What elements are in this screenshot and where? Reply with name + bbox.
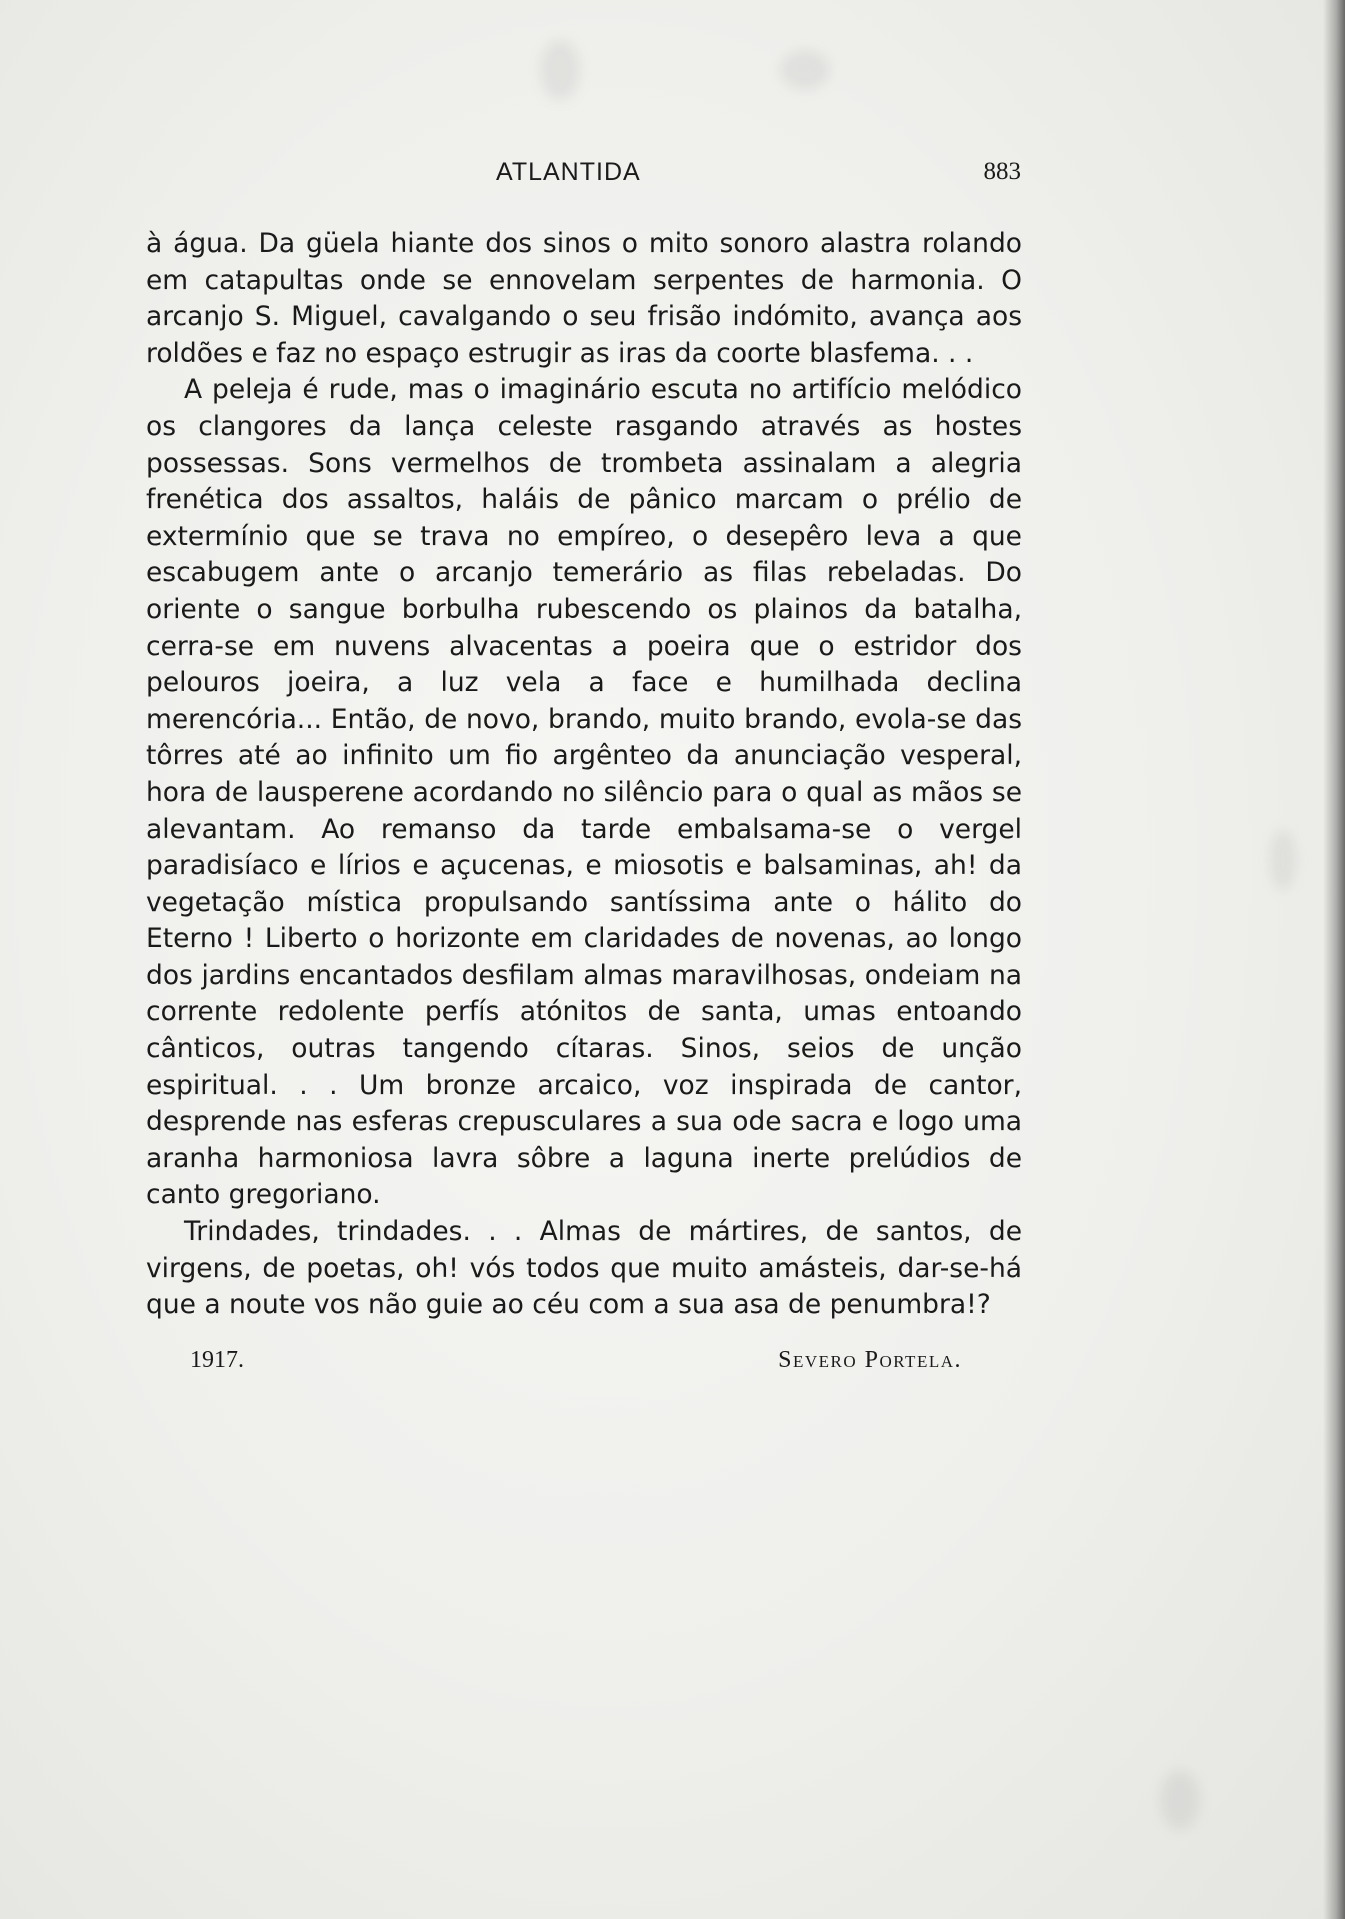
- page-smudge: [780, 50, 830, 90]
- signature-date: 1917.: [190, 1347, 244, 1373]
- signature-line: [190, 1347, 962, 1381]
- body-text: [146, 226, 1022, 1324]
- page-number: 883: [983, 158, 1021, 185]
- running-title: ATLANTIDA: [496, 158, 641, 186]
- page-smudge: [540, 40, 580, 100]
- paragraph: à água. Da güela hiante dos sinos o mito sonoro alastra rolando em catapultas onde se ennovelam serpentes de harmonia. O arcanjo S. Miguel, cavalgando o seu frisão indómito, avança aos roldões e faz no espaço estrugir as iras da coorte blasfema. . .: [146, 228, 1022, 369]
- page-edge-shadow: [1323, 0, 1345, 1919]
- page-header: [146, 158, 1021, 194]
- paragraph: Trindades, trindades. . . Almas de mártires, de santos, de virgens, de poetas, oh! vós todos que muito amásteis, dar-se-há que a noute vos não guie ao céu com a sua asa de penumbra!?: [146, 1216, 1022, 1321]
- page-smudge: [1160, 1770, 1200, 1830]
- page-smudge: [1270, 830, 1296, 890]
- paragraph: A peleja é rude, mas o imaginário escuta no artifício melódico os clangores da lança celeste rasgando através as hostes possessas. Sons vermelhos de trombeta assinalam a alegria frenética dos assaltos, haláis de pânico marcam o prélio de extermínio que se trava no empíreo, o desepêro leva a que escabugem ante o arcanjo temerário as filas rebeladas. Do oriente o sangue borbulha rubescendo os plainos da batalha, cerra-se em nuvens alvacentas a poeira que o estridor dos pelouros joeira, a luz vela a face e humilhada declina merencória... Então, de novo, brando, muito brando, evola-se das tôrres até ao infinito um fio argênteo da anunciação vesperal, hora de lausperene acordando no silêncio para o qual as mãos se alevantam. Ao remanso da tarde embalsama-se o vergel paradisíaco e lírios e açucenas, e miosotis e balsaminas, ah! da vegetação mística propulsando santíssima ante o hálito do Eterno ! Liberto o horizonte em claridades de novenas, ao longo dos jardins encantados desfilam almas maravilhosas, ondeiam na corrente redolente perfís atónitos de santa, umas entoando cânticos, outras tangendo cítaras. Sinos, seios de unção espiritual. . . Um bronze arcaico, voz inspirada de cantor, desprende nas esferas crepusculares a sua ode sacra e logo uma aranha harmoniosa lavra sôbre a laguna inerte prelúdios de canto gregoriano.: [146, 374, 1022, 1211]
- signature-author: Severo Portela.: [778, 1347, 962, 1373]
